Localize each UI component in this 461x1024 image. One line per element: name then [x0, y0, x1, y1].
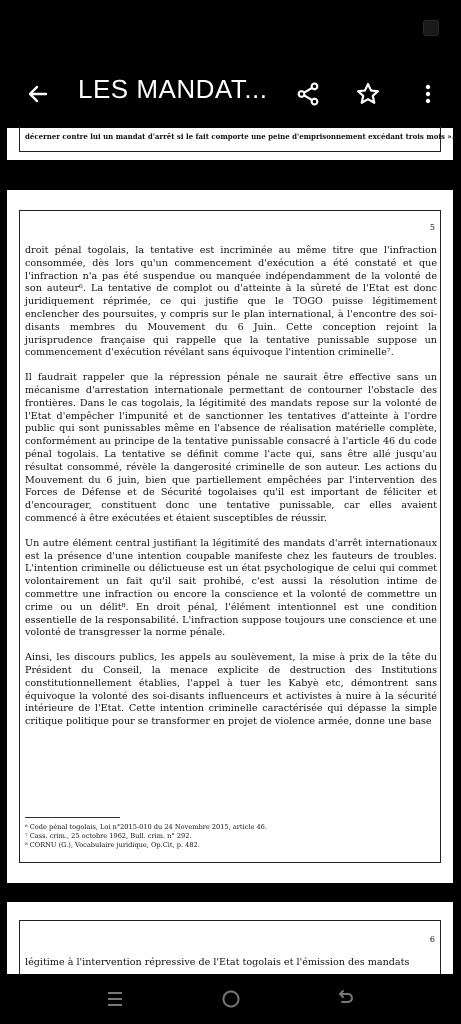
star-icon: [355, 81, 381, 107]
footnote: ⁶ Code pénal togolais, Loi n°2015-010 du 24 Novembre 2015, article 46.: [25, 823, 267, 831]
document-title: LES MANDAT...: [78, 74, 268, 104]
footnotes: [25, 823, 437, 850]
status-indicator-icon: [423, 20, 439, 36]
paragraph: droit pénal togolais, la tentative est incriminée au même titre que l'infraction consommée, dès lors qu'un commencement d'exécution a été constaté et que l'infraction n'a pas été suspendue ou manquée indépendamment de la volonté de son auteur⁶. La tentative de complot ou d'atteinte à la sûreté de l'Etat est donc juridiquement réprimée, ce qui justifie que le TOGO puisse légitimement enclencher des poursuites, y compris sur le plan international, à l'encontre des soi-disants membres du Mouvement du 6 Juin. Cette conception rejoint la jurisprudence française qui rappelle que la tentative punissable suppose un commencement d'exécution révélant sans équivoque l'intention criminelle⁷.: [25, 245, 437, 359]
recent-apps-icon: [105, 989, 125, 1009]
back-nav-icon: [334, 988, 356, 1010]
page-first-line: légitime à l'intervention répressive de l'Etat togolais et l'émission des mandats: [25, 957, 410, 968]
document-page-4: [7, 128, 453, 160]
more-vert-icon: [416, 82, 440, 106]
page-number: 5: [429, 223, 435, 232]
back-arrow-icon: [26, 82, 50, 106]
footnote: ⁸ CORNU (G.), Vocabulaire juridique, Op.Cit, p. 482.: [25, 841, 200, 849]
paragraph: Ainsi, les discours publics, les appels au soulèvement, la mise à prix de la tête du Président du Conseil, la menace explicite de destruction des Institutions constitutionnellement établies, l'appel à tuer les Kabyè etc, démontrent sans équivoque la volonté des soi-disants influenceurs et activistes à nuire à la sécurité intérieure de l'Etat. Cette intention criminelle caractérisée qui dépasse la simple critique politique pour se transformer en projet de violence armée, donne une base: [25, 652, 437, 728]
back-button[interactable]: [20, 76, 56, 112]
share-button[interactable]: [290, 76, 326, 112]
footnote-separator: [25, 817, 120, 818]
footnote-tail: décerner contre lui un mandat d'arrêt si le fait comporte une peine d'emprisonnement excédant trois mois ».: [25, 132, 455, 141]
status-bar: [0, 0, 461, 60]
more-options-button[interactable]: [410, 76, 446, 112]
paragraph: Un autre élément central justifiant la légitimité des mandats d'arrêt internationaux est la présence d'une intention coupable manifeste chez les fauteurs de troubles. L'intention criminelle ou délictueuse est un état psychologique de celui qui commet volontairement un fait qu'il sait prohibé, c'est aussi la résolution intime de commettre une infraction ou encore la conscience et la volonté de commettre un crime ou un délit⁸. En droit pénal, l'élément intentionnel est une condition essentielle de la responsabilité. L'infraction suppose toujours une conscience et une volonté de transgresser la norme pénale.: [25, 537, 437, 639]
app-bar: [0, 60, 461, 128]
document-page-6: [7, 902, 453, 974]
page-body: [25, 245, 437, 741]
page-number: 6: [429, 935, 435, 944]
share-icon: [295, 81, 321, 107]
document-page-5: [7, 190, 453, 883]
home-icon: [220, 988, 242, 1010]
home-button[interactable]: [216, 986, 246, 1012]
navigation-bar: [0, 974, 461, 1024]
back-nav-button[interactable]: [330, 986, 360, 1012]
favorite-button[interactable]: [350, 76, 386, 112]
footnote: ⁷ Cass. crim., 25 octobre 1962, Bull. crim. n° 292.: [25, 832, 192, 840]
recent-apps-button[interactable]: [100, 986, 130, 1012]
paragraph: Il faudrait rappeler que la répression pénale ne saurait être effective sans un mécanisme d'arrestation internationale permettant de contourner l'obstacle des frontières. Dans le cas togolais, la légitimité des mandats repose sur la volonté de l'Etat d'empêcher l'impunité et de sanctionner les tentatives d'atteinte à l'ordre public qui sont punissables même en l'absence de réalisation matérielle complète, conformément au principe de la tentative punissable consacré à l'article 46 du code pénal togolais. La tentative se définit comme l'acte qui, sans être allé jusqu'au résultat consommé, révèle la dangerosité criminelle de son auteur. Les actions du Mouvement du 6 juin, bien que partiellement empêchées par l'intervention des Forces de Défense et de Sécurité togolaises qu'il est important de féliciter et d'encourager, constituent donc une tentative punissable, car elles avaient commencé à être exécutées et étaient susceptibles de réussir.: [25, 372, 437, 524]
